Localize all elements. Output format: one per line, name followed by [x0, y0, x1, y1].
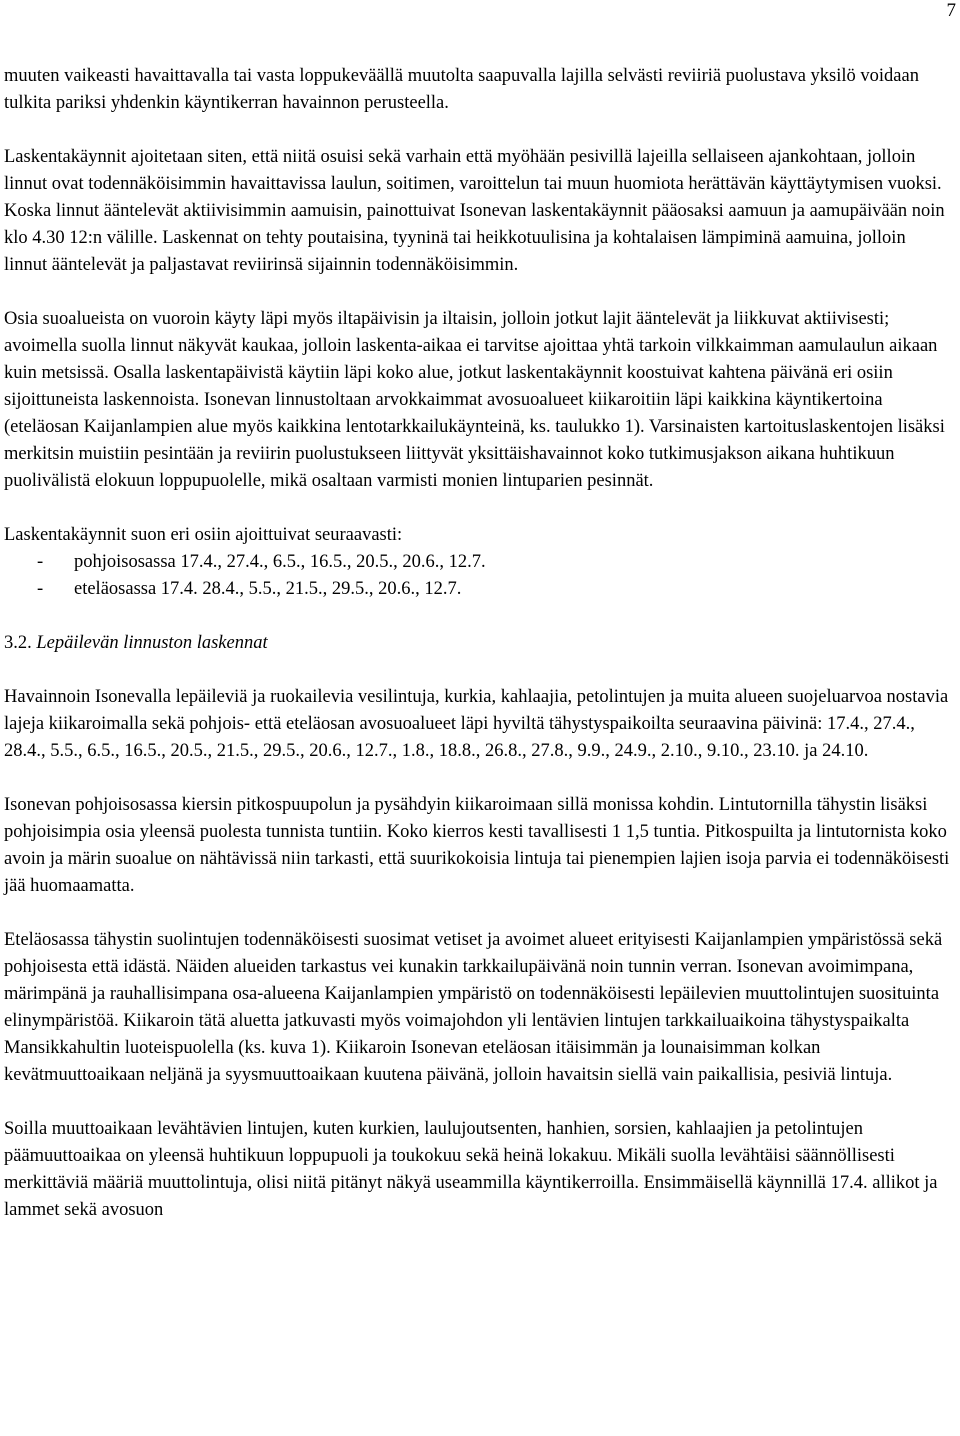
list-item-text: eteläosassa 17.4. 28.4., 5.5., 21.5., 29.5., 20.6., 12.7. [74, 579, 462, 599]
paragraph: Soilla muuttoaikaan levähtävien lintujen, kuten kurkien, laulujoutsenten, hanhien, sorsien, kahlaajien ja petolintujen päämuuttoaikaa on yleensä huhtikuun loppupuoli ja toukokuu sekä heinä lokakuu. Mikäli suolla levähtäisi säännöllisesti merkittäviä määriä muuttolintuja, olisi niitä pitänyt näkyä useammilla käyntikerroilla. Ensimmäisellä käynnillä 17.4. allikot ja lammet sekä avosuon [4, 1119, 938, 1220]
section-title: Lepäilevän linnuston laskennat [36, 633, 268, 653]
list-dash: - [37, 579, 44, 599]
section-heading [4, 630, 952, 657]
paragraph: Laskentakäynnit ajoitetaan siten, että niitä osuisi sekä varhain että myöhään pesivillä lajeilla sellaiseen ajankohtaan, jolloin linnut ovat todennäköisimmin havaittavissa laulun, soitimen, varoittelun tai muun huomiota herättävän käyttäytymisen vuoksi. Koska linnut ääntelevät aktiivisimmin aamuisin, painottuivat Isonevan laskentakäynnit pääosaksi aamuun ja aamupäivään noin klo 4.30 12:n välille. Laskennat on tehty poutaisina, tyyninä tai heikkotuulisina ja kohtalaisen lämpiminä aamuina, jolloin linnut ääntelevät ja paljastavat reviirinsä sijainnin todennäköisimmin. [4, 147, 945, 275]
paragraph: Osia suoalueista on vuoroin käyty läpi myös iltapäivisin ja iltaisin, jolloin jotkut lajit ääntelevät ja liikkuvat aktiivisesti; avoimella suolla linnut näkyvät kaukaa, jolloin laskenta-aikaa ei tarvitse ajoittaa yhtä tarkoin vilkkaimman aamulaulun aikaan kuin metsissä. Osalla laskentapäivistä käytiin läpi koko alue, jotkut laskentakäynnit koostuivat kahtena päivänä eri osiin sijoittuneista laskennoista. Isonevan linnustoltaan arvokkaimmat avosuoalueet kiikaroitiin läpi kaikkina käyntikertoina (eteläosan Kaijanlampien alue myös kaikkina lentotarkkailukäynteinä, ks. taulukko 1). Varsinaisten kartoituslaskentojen lisäksi merkitsin muistiin pesintään ja reviirin puolustukseen liittyvät yksittäishavainnot koko tutkimusjakson aikana huhtikuun puolivälistä elokuun loppupuolelle, mikä osaltaan varmisti monien lintuparien pesinnät. [4, 309, 945, 491]
paragraph: Isonevan pohjoisosassa kiersin pitkospuupolun ja pysähdyin kiikaroimaan sillä monissa kohdin. Lintutornilla tähystin lisäksi pohjoisimpia osia yleensä puolesta tunnista tuntiin. Koko kierros kesti tavallisesti 1 1,5 tuntia. Pitkospuilta ja lintutornista koko avoin ja märin suoalue on nähtävissä niin tarkasti, että suurikokoisia lintuja tai pienempien lajien isoja parvia ei todennäköisesti jää huomaamatta. [4, 795, 950, 896]
list-dash: - [37, 552, 44, 572]
section-number: 3.2. [4, 633, 32, 653]
list-item [4, 576, 952, 603]
paragraph: Havainnoin Isonevalla lepäileviä ja ruokailevia vesilintuja, kurkia, kahlaajia, petolintujen ja muita alueen suojeluarvoa nostavia lajeja kiikaroimalla sekä pohjois- että eteläosan avosuoalueet läpi hyviltä tähystyspaikoilta seuraavina päivinä: 17.4., 27.4., 28.4., 5.5., 6.5., 16.5., 20.5., 21.5., 29.5., 20.6., 12.7., 1.8., 18.8., 26.8., 27.8., 9.9., 24.9., 2.10., 9.10., 23.10. ja 24.10. [4, 687, 949, 761]
schedule-intro: Laskentakäynnit suon eri osiin ajoittuivat seuraavasti: [4, 525, 403, 545]
list-item-text: pohjoisosassa 17.4., 27.4., 6.5., 16.5., 20.5., 20.6., 12.7. [74, 552, 486, 572]
document-body [4, 63, 952, 1224]
paragraph: Eteläosassa tähystin suolintujen todennäköisesti suosimat vetiset ja avoimet alueet erityisesti Kaijanlampien ympäristössä sekä pohjoisesta että idästä. Näiden alueiden tarkastus vei kunakin tarkkailupäivänä noin tunnin verran. Isonevan avoimimpana, märimpänä ja rauhallisimpana osa-alueena Kaijanlampien ympäristö on todennäköisesti lepäilevien muuttolintujen suosituinta elinympäristöä. Kiikaroin tätä aluetta jatkuvasti myös voimajohdon yli lentävien lintujen tarkkailuaikoina tähystyspaikalta Mansikkahultin luoteispuolella (ks. kuva 1). Kiikaroin Isonevan eteläosan itäisimmän ja lounaisimman kolkan kevätmuuttoaikaan neljänä ja syysmuuttoaikaan kuutena päivänä, jolloin havaitsin siellä vain paikallisia, pesiviä lintuja. [4, 930, 943, 1085]
paragraph: muuten vaikeasti havaittavalla tai vasta loppukeväällä muutolta saapuvalla lajilla selvästi reviiriä puolustava yksilö voidaan tulkita pariksi yhdenkin käyntikerran havainnon perusteella. [4, 66, 919, 113]
list-item [4, 549, 952, 576]
page-number: 7 [946, 0, 956, 21]
schedule-list [4, 549, 952, 603]
